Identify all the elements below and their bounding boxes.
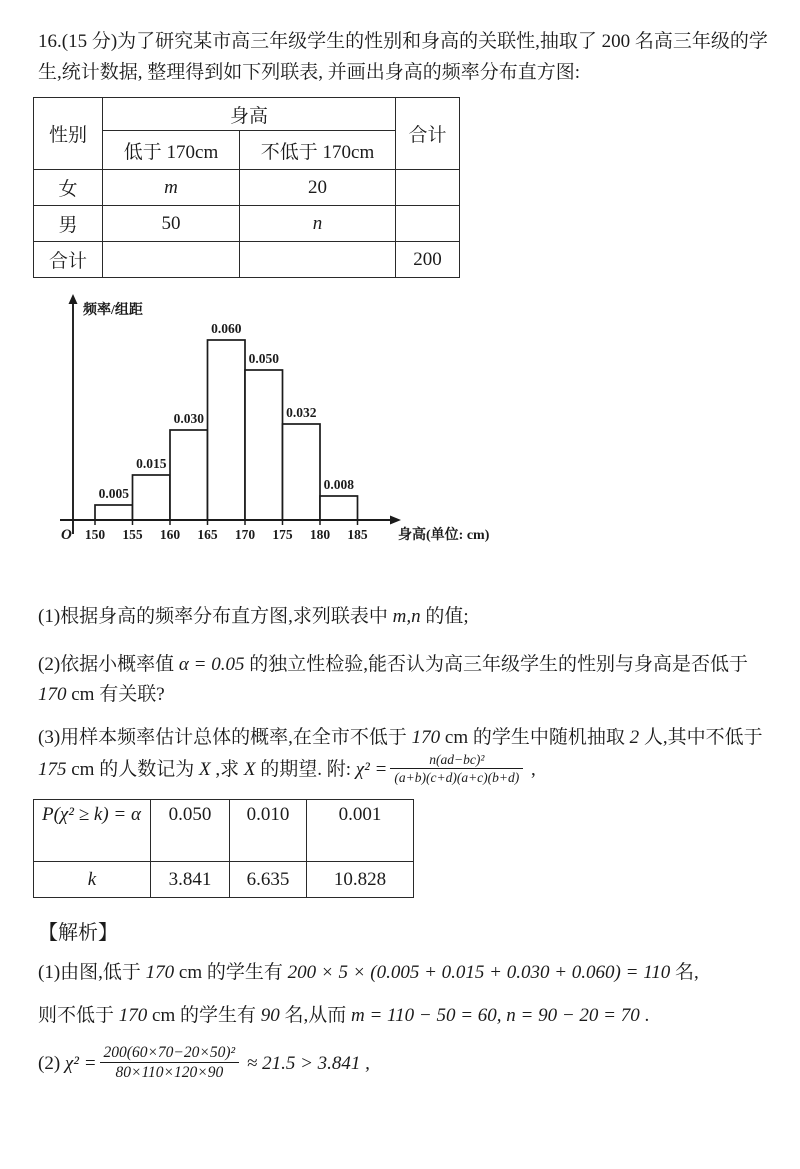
plain-text: cm 的学生有 <box>174 962 288 984</box>
chi-square-formula <box>390 752 523 785</box>
solution-heading: 【解析】 <box>38 922 118 945</box>
bar-value-label: 0.060 <box>211 321 242 336</box>
cell-female-label: 女 <box>34 170 103 206</box>
y-axis-arrow <box>69 294 78 304</box>
math-text: 2 <box>629 727 640 748</box>
math-text: 90 <box>260 1005 280 1027</box>
math-text: 170 <box>411 727 441 748</box>
x-axis-title: 身高(单位: cm) <box>398 528 490 543</box>
k-row <box>34 862 414 898</box>
plain-text: cm 的学生中随机抽取 <box>440 727 630 748</box>
formula-tail: , <box>526 759 536 780</box>
x-tick-label: 180 <box>309 527 331 542</box>
bar-value-label: 0.030 <box>173 411 204 426</box>
math-text: α = 0.05 <box>178 654 245 675</box>
x-tick-label: 170 <box>234 527 256 542</box>
cell-n-value: n <box>240 206 396 242</box>
chi-square-lhs: χ² = <box>355 759 388 780</box>
plain-text: 人,其中不低于 <box>639 727 763 748</box>
chi-square-calculation <box>100 1044 240 1082</box>
question-3 <box>38 722 776 787</box>
x-tick-label: 185 <box>347 527 368 542</box>
plain-text: 的独立性检验,能否认为高三年级学生的性别与身高是否低于 <box>244 654 748 675</box>
table-row-total <box>34 242 460 278</box>
cell-female-high: 20 <box>240 170 396 206</box>
bar-value-label: 0.015 <box>136 456 167 471</box>
cell-gender-header: 性别 <box>34 98 103 170</box>
cell-m-value: m <box>103 170 240 206</box>
bar-value-label: 0.050 <box>248 351 279 366</box>
bar-value-label: 0.008 <box>323 477 354 492</box>
cell-total-low <box>103 242 240 278</box>
math-text: m = 110 − 50 = 60, n = 90 − 20 = 70 <box>351 1005 640 1027</box>
cell-male-total <box>396 206 460 242</box>
cell-total-header: 合计 <box>396 98 460 170</box>
plain-text: cm 的学生有 <box>147 1005 261 1027</box>
plain-text: (3)用样本频率估计总体的概率,在全市不低于 <box>38 727 412 748</box>
solution-line-1 <box>38 958 776 988</box>
cell-not-below-170: 不低于 170cm <box>240 131 396 170</box>
calc-denominator: 80×110×120×90 <box>115 1064 224 1082</box>
histogram-svg <box>58 292 518 560</box>
formula-denominator: (a+b)(c+d)(a+c)(b+d) <box>394 770 520 786</box>
cell-male-low: 50 <box>103 206 240 242</box>
cell-below-170: 低于 170cm <box>103 131 240 170</box>
x-tick-label: 155 <box>122 527 143 542</box>
plain-text: (1)由图,低于 <box>38 962 146 984</box>
histogram-bar <box>245 370 283 520</box>
cell-height-header: 身高 <box>103 98 396 131</box>
x-tick-label: 165 <box>197 527 218 542</box>
plain-text: 则不低于 <box>38 1005 119 1027</box>
frequency-histogram <box>58 292 518 560</box>
cell-k-6635: 6.635 <box>230 862 307 898</box>
bar-value-label: 0.005 <box>98 486 129 501</box>
plain-text: (1)根据身高的频率分布直方图,求列联表中 <box>38 606 393 627</box>
problem-statement: 16.(15 分)为了研究某市高三年级学生的性别和身高的关联性,抽取了 200 名高三年级的学生,统计数据, 整理得到如下列联表, 并画出身高的频率分布直方图: <box>38 31 768 83</box>
math-text: 170 <box>118 1005 148 1027</box>
x-tick-label: 160 <box>159 527 181 542</box>
cell-female-total <box>396 170 460 206</box>
plain-text: 的值; <box>420 606 469 627</box>
cell-total-high <box>240 242 396 278</box>
plain-text: (2) <box>38 1053 65 1075</box>
cell-k-3841: 3.841 <box>151 862 230 898</box>
histogram-bar <box>95 505 133 520</box>
bar-value-label: 0.032 <box>286 405 317 420</box>
x-axis-arrow <box>390 516 401 525</box>
cell-alpha-0050: 0.050 <box>151 800 230 862</box>
math-text: 200 × 5 × (0.005 + 0.015 + 0.030 + 0.060) = 110 <box>287 962 671 984</box>
plain-text: 的期望. 附: <box>255 759 356 780</box>
cell-p-chi-header: P(χ² ≥ k) = α <box>34 800 151 862</box>
formula-numerator: n(ad−bc)² <box>390 752 523 769</box>
histogram-bar <box>208 340 246 520</box>
table-row-male <box>34 206 460 242</box>
calc-numerator: 200(60×70−20×50)² <box>100 1044 240 1063</box>
plain-text: 名,从而 <box>279 1005 351 1027</box>
plain-text: cm 有关联? <box>66 684 165 705</box>
contingency-table <box>33 97 460 278</box>
critical-value-table <box>33 799 414 898</box>
solution-3-result: ≈ 21.5 > 3.841 , <box>242 1053 370 1075</box>
solution-line-2 <box>38 1001 776 1031</box>
cell-grand-total: 200 <box>396 242 460 278</box>
histogram-bar <box>170 430 208 520</box>
question-2 <box>38 650 776 710</box>
histogram-bar <box>133 475 171 520</box>
table-row-female <box>34 170 460 206</box>
plain-text: cm 的人数记为 <box>66 759 199 780</box>
origin-label: O <box>61 527 72 543</box>
alpha-row <box>34 800 414 862</box>
y-axis-title: 频率/组距 <box>83 303 143 318</box>
math-text: 175 <box>38 759 67 780</box>
math-text: 170 <box>38 684 67 705</box>
cell-alpha-0001: 0.001 <box>307 800 414 862</box>
math-text: X <box>198 759 211 780</box>
table-header-row <box>34 98 460 131</box>
x-tick-label: 150 <box>84 527 106 542</box>
cell-total-label: 合计 <box>34 242 103 278</box>
math-text: m,n <box>392 606 421 627</box>
plain-text: . <box>639 1005 650 1027</box>
cell-alpha-0010: 0.010 <box>230 800 307 862</box>
x-tick-label: 175 <box>272 527 293 542</box>
math-text: X <box>243 759 256 780</box>
question-1 <box>38 602 776 632</box>
plain-text: (2)依据小概率值 <box>38 654 179 675</box>
solution-line-3 <box>38 1041 776 1087</box>
plain-text: 名, <box>670 962 699 984</box>
histogram-bar <box>283 424 321 520</box>
histogram-bar <box>320 496 358 520</box>
math-text: 170 <box>145 962 175 984</box>
cell-k-10828: 10.828 <box>307 862 414 898</box>
cell-k-label: k <box>34 862 151 898</box>
math-text: χ² = <box>64 1053 97 1075</box>
plain-text: ,求 <box>210 759 244 780</box>
solution-3-prefix <box>38 1053 97 1074</box>
cell-male-label: 男 <box>34 206 103 242</box>
